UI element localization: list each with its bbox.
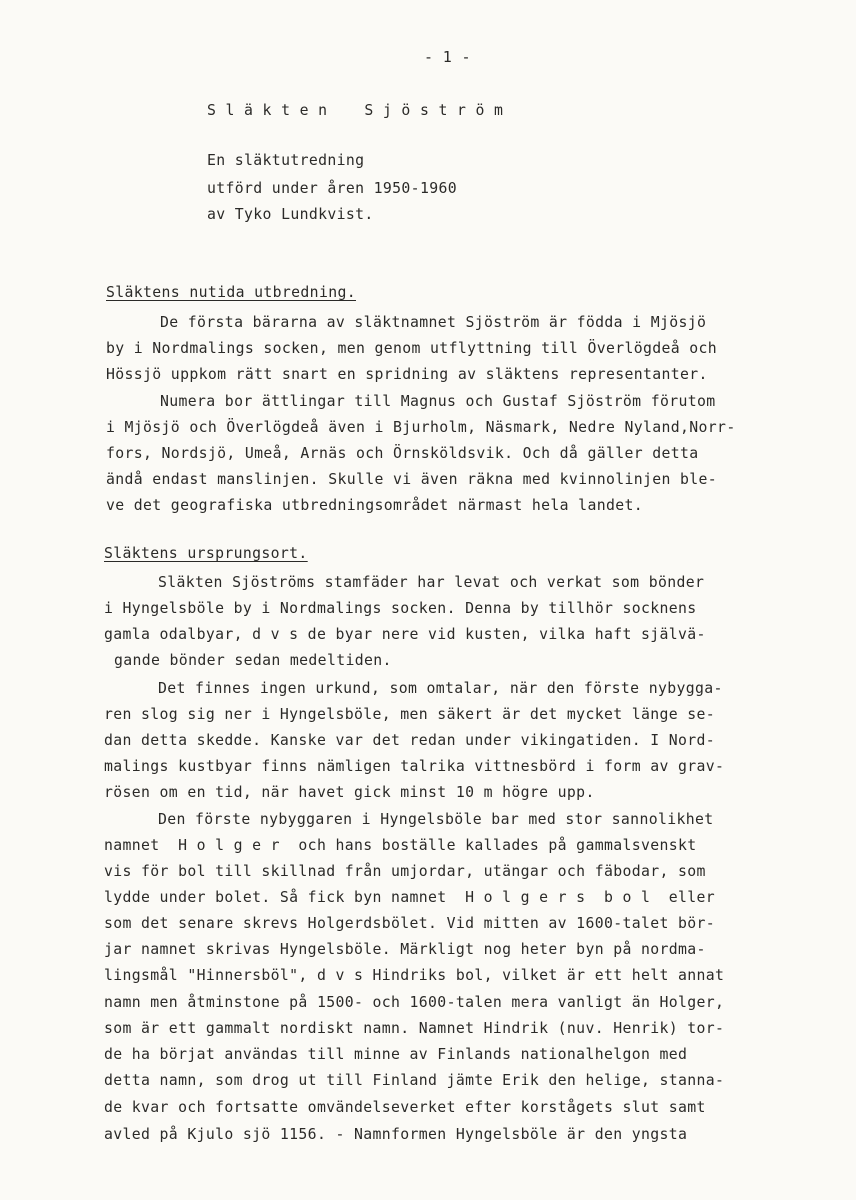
text-line: ve det geografiska utbredningsområdet närmast hela landet.: [106, 497, 643, 514]
text-line: ren slog sig ner i Hyngelsböle, men säkert är det mycket länge se-: [104, 706, 716, 723]
text-line: i Mjösjö och Överlögdeå även i Bjurholm, Näsmark, Nedre Nyland,Norr-: [106, 419, 736, 436]
section-heading: Släktens nutida utbredning.: [106, 284, 356, 301]
text-line: de kvar och fortsatte omvändelseverket efter korstågets slut samt: [104, 1099, 706, 1116]
text-line: Den förste nybyggaren i Hyngelsböle bar med stor sannolikhet: [158, 811, 714, 828]
text-line: by i Nordmalings socken, men genom utflyttning till Överlögdeå och: [106, 340, 718, 357]
text-line: ändå endast manslinjen. Skulle vi även räkna med kvinnolinjen ble-: [106, 471, 718, 488]
text-line: vis för bol till skillnad från umjordar, utängar och fäbodar, som: [104, 863, 706, 880]
text-line: jar namnet skrivas Hyngelsböle. Märkligt nog heter byn på nordma-: [104, 941, 706, 958]
text-line: fors, Nordsjö, Umeå, Arnäs och Örnsköldsvik. Och då gäller detta: [106, 445, 699, 462]
page-number: - 1 -: [424, 48, 471, 66]
text-line: detta namn, som drog ut till Finland jämte Erik den helige, stanna-: [104, 1072, 725, 1089]
text-line: lydde under bolet. Så fick byn namnet H o l g e r s b o l eller: [104, 889, 716, 906]
document-title: S l ä k t e n S j ö s t r ö m: [207, 102, 504, 119]
text-line: i Hyngelsböle by i Nordmalings socken. Denna by tillhör socknens: [104, 600, 697, 617]
text-line: rösen om en tid, när havet gick minst 10 m högre upp.: [104, 784, 595, 801]
subtitle-line: En släktutredning: [207, 152, 365, 169]
text-line: som det senare skrevs Holgerdsbölet. Vid mitten av 1600-talet bör-: [104, 915, 716, 932]
text-line: dan detta skedde. Kanske var det redan under vikingatiden. I Nord-: [104, 732, 716, 749]
text-line: Släkten Sjöströms stamfäder har levat och verkat som bönder: [158, 574, 705, 591]
text-line: de ha börjat användas till minne av Finlands nationalhelgon med: [104, 1046, 688, 1063]
text-line: Numera bor ättlingar till Magnus och Gustaf Sjöström förutom: [160, 393, 716, 410]
text-line: namnet H o l g e r och hans boställe kallades på gammalsvenskt: [104, 837, 697, 854]
text-line: lingsmål "Hinnersböl", d v s Hindriks bol, vilket är ett helt annat: [104, 967, 725, 984]
text-line: namn men åtminstone på 1500- och 1600-talen mera vanligt än Holger,: [104, 994, 725, 1011]
section-heading: Släktens ursprungsort.: [104, 545, 308, 562]
text-line: Det finnes ingen urkund, som omtalar, när den förste nybygga-: [158, 680, 723, 697]
text-line: malings kustbyar finns nämligen talrika vittnesbörd i form av grav-: [104, 758, 725, 775]
text-line: gamla odalbyar, d v s de byar nere vid kusten, vilka haft självä-: [104, 626, 706, 643]
subtitle-line: utförd under åren 1950-1960: [207, 180, 457, 197]
text-line: som är ett gammalt nordiskt namn. Namnet Hindrik (nuv. Henrik) tor-: [104, 1020, 725, 1037]
text-line: gande bönder sedan medeltiden.: [114, 652, 392, 669]
text-line: avled på Kjulo sjö 1156. - Namnformen Hyngelsböle är den yngsta: [104, 1126, 688, 1143]
subtitle-line: av Tyko Lundkvist.: [207, 206, 374, 223]
text-line: Hössjö uppkom rätt snart en spridning av släktens representanter.: [106, 366, 708, 383]
text-line: De första bärarna av släktnamnet Sjöström är födda i Mjösjö: [160, 314, 707, 331]
